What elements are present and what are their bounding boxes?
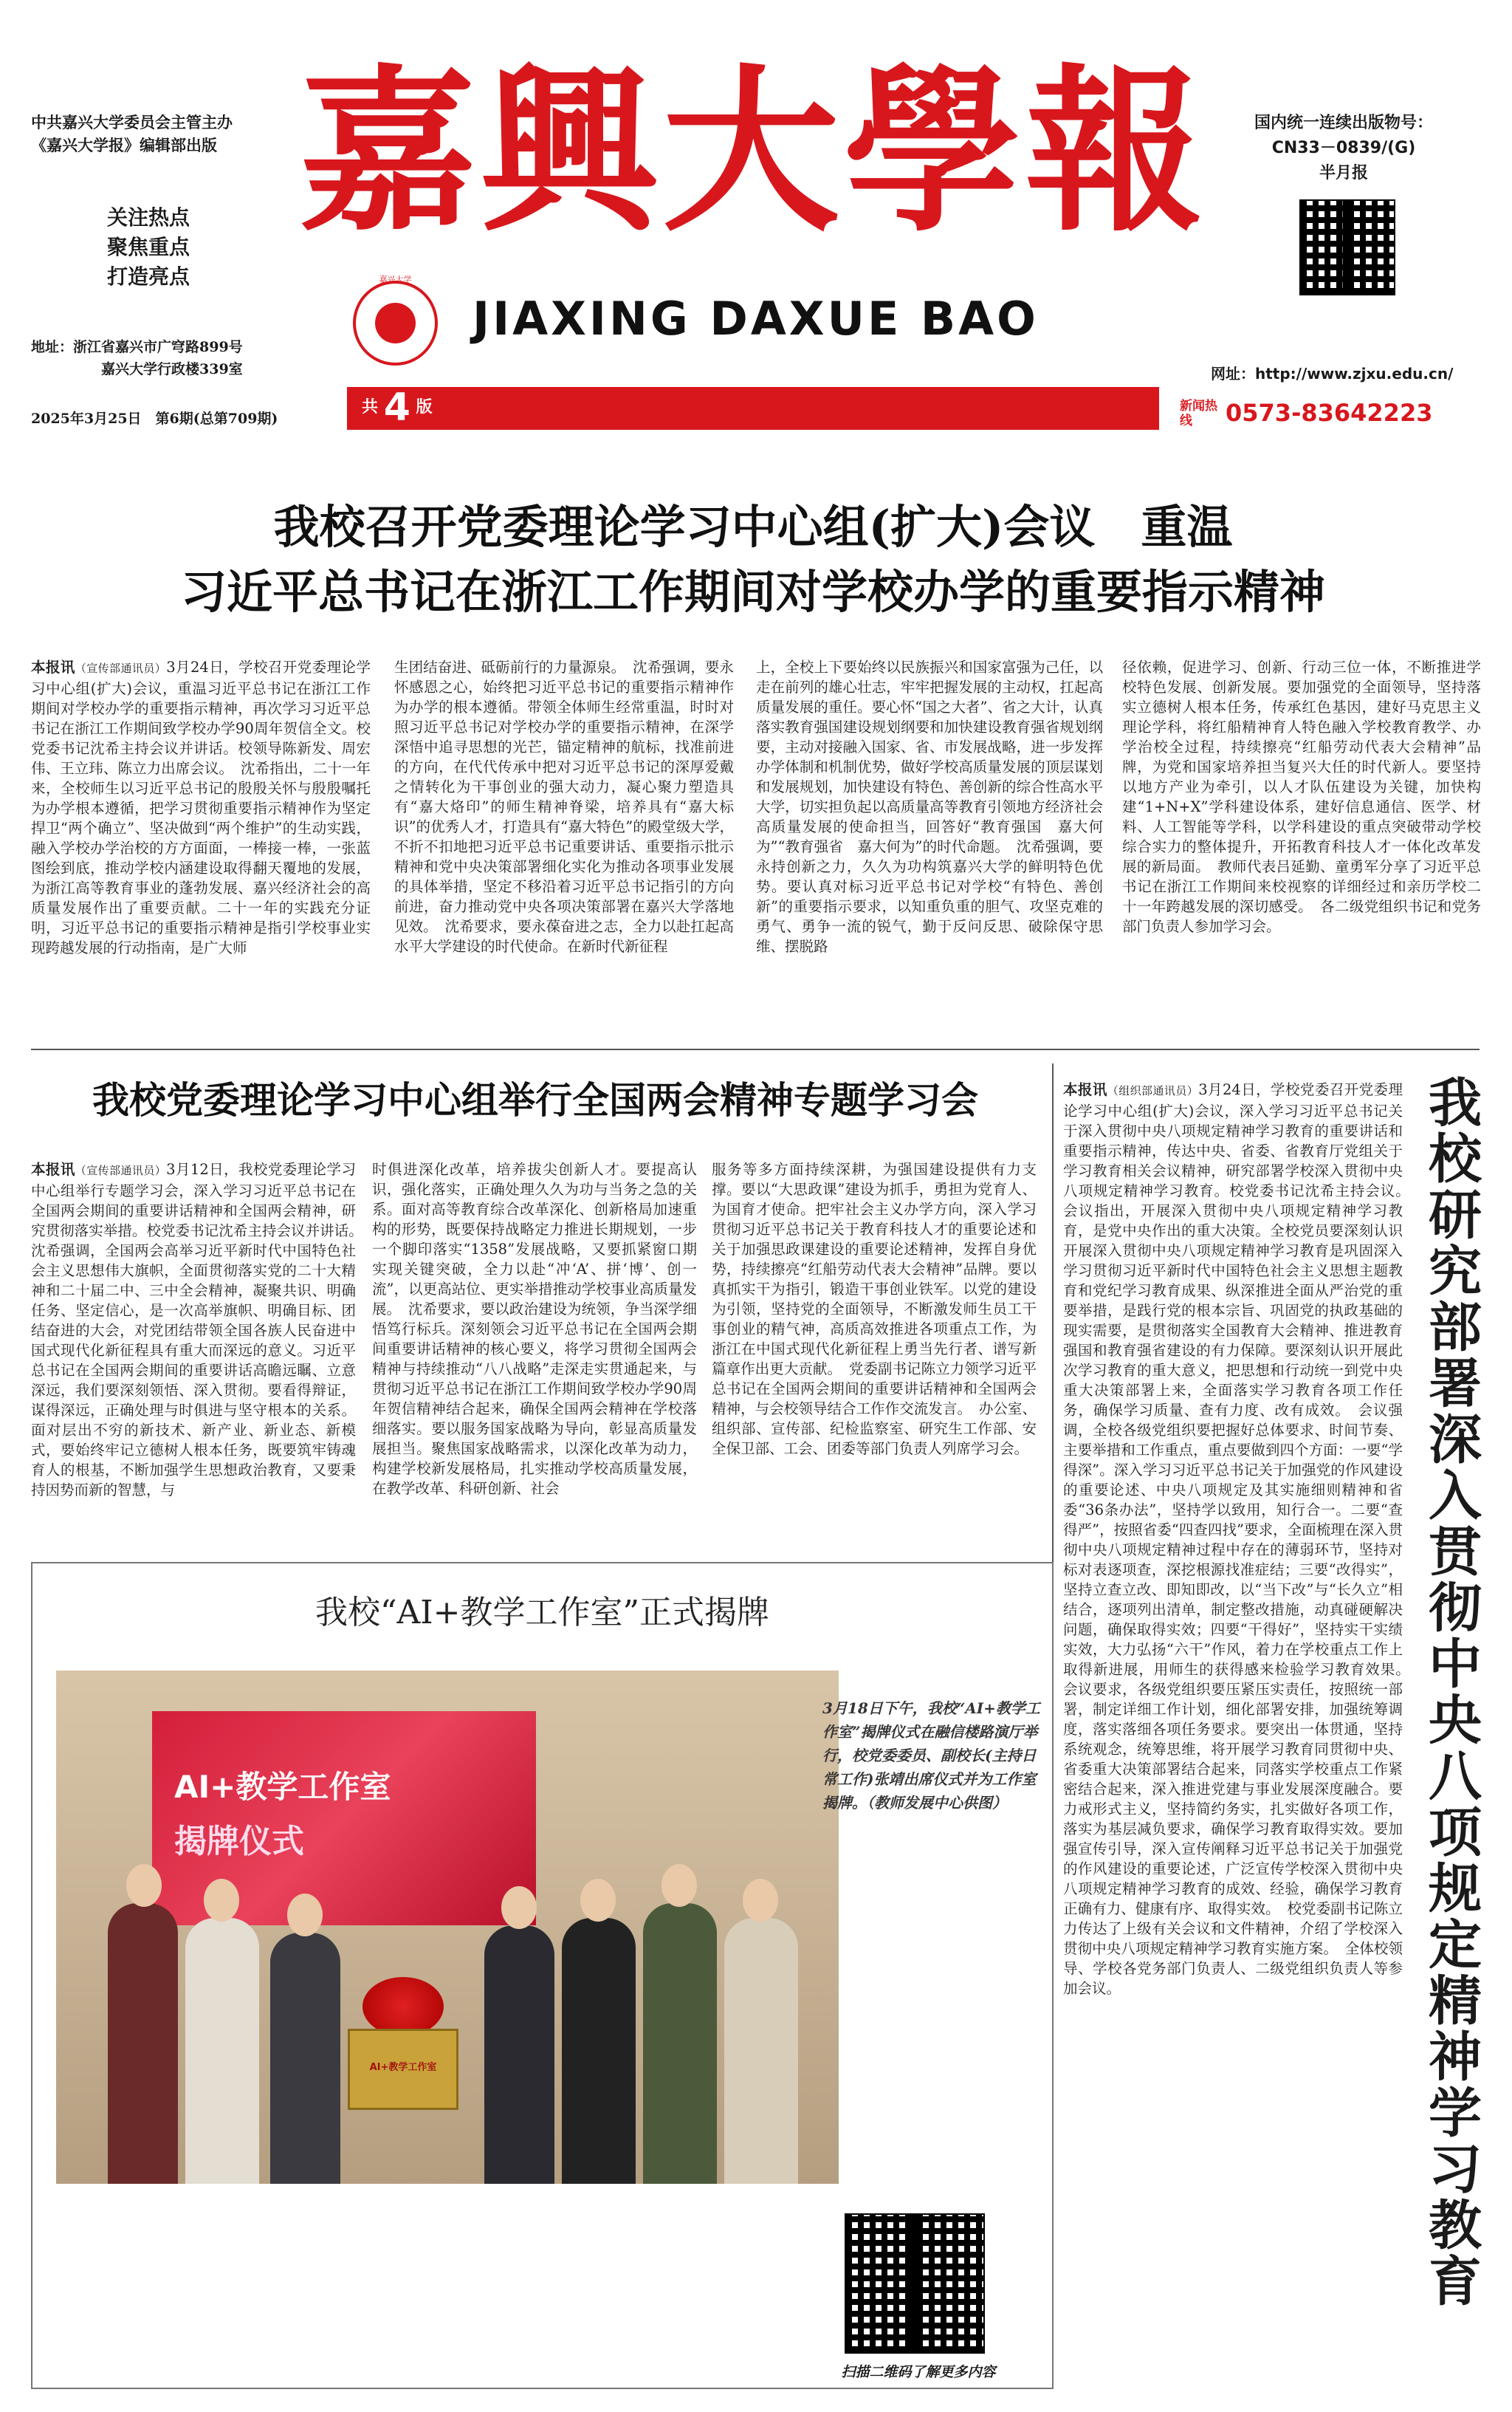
person-head — [743, 1879, 778, 1922]
university-logo — [353, 275, 438, 366]
newspaper-title: 嘉興大學報 — [298, 47, 1207, 256]
article-lead: 本报讯 — [31, 1161, 75, 1178]
screen-title: AI+教学工作室 — [174, 1769, 391, 1805]
person-figure — [484, 1925, 554, 2184]
article-byline: （宣传部通讯员） — [75, 1164, 167, 1177]
red-ribbon-icon — [362, 1977, 444, 2036]
article-1-column-1 — [31, 657, 371, 1041]
article-1-column-2: 生团结奋进、砥砺前行的力量源泉。 沈希强调，要永怀感恩之心，始终把习近平总书记的重要指示精神作为办学的根本遵循。带领全体师生经常重温，时时对照习近平总书记对学校办学的重要指示精神，在深学深悟中追寻思想的光芒，锚定精神的航标，找准前进的方向，在代代传承中把对习近平总书记的深厚爱戴之情转化为干事创业的强大动力，凝心聚力塑造具有“嘉大烙印”的师生精神脊梁，培养具有“嘉大标识”的优秀人才，打造具有“嘉大特色”的殿堂级大学，不折不扣地把习近平总书记重要讲话、重要指示批示精神和党中央决策部署细化实化为推动各项事业发展的具体举措，坚定不移沿着习近平总书记指引的方向前进，奋力推动党中央各项决策部署在嘉兴大学落地见效。 沈希要求，要永葆奋进之志，全力以赴扛起高水平大学建设的时代使命。在新时代新征程 — [394, 659, 734, 955]
page-count-suffix: 版 — [416, 398, 433, 417]
photo-caption: 3月18日下午，我校“AI+教学工作室”揭牌仪式在融信楼路演厅举行，校党委委员、副校长(主持日常工作)张靖出席仪式并为工作室揭牌。（教师发展中心供图） — [822, 1699, 1040, 1812]
screen-subtitle: 揭牌仪式 — [174, 1823, 304, 1860]
tagline-item: 关注热点 — [107, 205, 190, 230]
article-1-headline — [44, 495, 1462, 625]
headline-line-2: 习近平总书记在浙江工作期间对学校办学的重要指示精神 — [180, 565, 1325, 619]
article-1-column-4: 径依赖，促进学习、创新、行动三位一体，不断推进学校特色发展、创新发展。要加强党的全面领导，坚持落实立德树人根本任务，传承红色基因，建好马克思主义理论学科，将红船精神育人特色融入学校教育教学、办学治校全过程，持续擦亮“红船劳动代表大会精神”品牌，为党和国家培养担当复兴大任的时代新人。要坚持以地方产业为牵引，以人才队伍建设为关键，加快构建“1+N+X”学科建设体系，建好信息通信、医学、材料、人工智能等学科，以学科建设的重点突破带动学校综合实力的整体提升，开拓教育科技人才一体化改革发展的新局面。 教师代表吕延勤、童勇军分享了习近平总书记在浙江工作期间来校视察的详细经过和亲历学校二十一年跨越发展的深切感受。 各二级党组织书记和党务部门负责人参加学习会。 — [1122, 659, 1481, 935]
website[interactable]: 网址：http://www.zjxu.edu.cn/ — [1211, 365, 1454, 383]
person-figure — [643, 1903, 717, 2184]
issue-date: 2025年3月25日 第6期(总第709期) — [31, 411, 278, 427]
event-photo — [56, 1671, 839, 2184]
publication-info — [1196, 111, 1491, 186]
article-lead: 本报讯 — [1063, 1081, 1107, 1098]
person-figure — [108, 1903, 178, 2184]
publisher-line-2: 《嘉兴大学报》编辑部出版 — [31, 136, 217, 154]
qr-code-icon[interactable] — [845, 2213, 985, 2354]
photo-news-box — [31, 1562, 1054, 2389]
article-text: 3月24日，学校召开党委理论学习中心组(扩大)会议，重温习近平总书记在浙江工作期间对学校办学的重要指示精神，再次学习习近平总书记在浙江工作期间致学校办学90周年贺信全文。校党委书记沈希主持会议并讲话。校领导陈新发、周宏伟、王立玮、陈立力出席会议。 沈希指出，二十一年来，全校师生以习近平总书记的殷殷关怀与殷殷嘱托为办学根本遵循，把学习贯彻重要指示精神作为坚定捍卫“两个确立”、坚决做到“两个维护”的生动实践，融入学校办学治校的方方面面，一棒接一棒，一张蓝图绘到底，推动学校内涵建设取得翻天覆地的发展，为浙江高等教育事业的蓬勃发展、嘉兴经济社会的高质量发展作出了重要贡献。二十一年的实践充分证明，习近平总书记的重要指示精神是指引学校事业实现跨越发展的行动指南，是广大师 — [31, 659, 371, 956]
page-count — [362, 386, 433, 430]
qr-code-icon[interactable] — [1299, 199, 1395, 295]
section-divider — [31, 1049, 1480, 1050]
person-figure — [562, 1918, 636, 2184]
article-2-column-2: 时俱进深化改革，培养拔尖创新人才。要提高认识，强化落实，正确处理久久为功与当务之急的关系。面对高等教育综合改革深化、创新格局加速重构的形势，既要保持战略定力推进长期规划，一步一个脚印落实“1358”发展战略，又要抓紧窗口期实现关键突破，全力以赴“冲‘A’、拼‘博’、创一流”，以更高站位、更实举措推动学校事业高质量发展。 沈希要求，要以政治建设为统领，争当深学细悟笃行标兵。深刻领会习近平总书记在全国两会期间重要讲话精神的核心要义，将学习贯彻全国两会精神与持续推动“八八战略”走深走实贯通起来，与贯彻习近平总书记在浙江工作期间致学校办学90周年贺信精神结合起来，确保全国两会精神在学校落细落实。要以服务国家战略为导向，彰显高质量发展担当。聚焦国家战略需求，以深化改革为动力，构建学校新发展格局，扎实推动学校高质量发展，在教学改革、科研创新、社会 — [372, 1161, 697, 1497]
hotline-number[interactable]: 0573-83642223 — [1226, 399, 1433, 427]
person-head — [126, 1864, 162, 1907]
article-text: 3月24日，学校党委召开党委理论学习中心组(扩大)会议，深入学习习近平总书记关于深入贯彻中央八项规定精神学习教育的重要讲话和重要指示精神，传达中央、省委、省教育厅党组关于学习教育相关会议精神，研究部署学校深入贯彻中央八项规定精神学习教育。校党委书记沈希主持会议。 会议指出，开展深入贯彻中央八项规定精神学习教育，是党中央作出的重大决策。全校党员要深刻认识开展深入贯彻中央八项规定精神学习教育是巩固深入学习贯彻习近平新时代中国特色社会主义思想主题教育和党纪学习教育成果、纵深推进全面从严治党的重要举措，是践行党的根本宗旨、巩固党的执政基础的现实需要，是贯彻落实全国教育大会精神、推进教育强国和教育强省建设的有力保障。要深刻认识开展此次学习教育的重大意义，把思想和行动统一到党中央重大决策部署上来，全面落实学习教育各项工作任务，确保学习质量、查有力度、改有成效。 会议强调，全校各级党组织要把握好总体要求、时间节奏、主要举措和工作重点，重点要做到四个方面：一要“学得深”。深入学习习近平总书记关于加强党的作风建设的重要论述、中央八项规定及其实施细则精神和省委“36条办法”，坚持学以致用，知行合一。二要“查得严”，按照省委“四查四找”要求，全面梳理在深入贯彻中央八项规定精神过程中存在的薄弱环节，坚持对标对表逐项查，深挖根源找准症结；三要“改得实”，坚持立查立改、即知即改，以“当下改”与“长久立”相结合，逐项列出清单，制定整改措施，动真碰硬解决问题，确保取得实效；四要“干得好”，坚持实干实绩实效，大力弘扬“六干”作风，着力在学校重点工作上取得新进展，用师生的获得感来检验学习教育效果。 会议要求，各级党组织要压紧压实责任，按照统一部署，制定详细工作计划，细化部署安排，加强统筹调度，落实落细各项任务要求。要突出一体贯通，坚持系统观念，统筹思维，将开展学习教育同贯彻中央、省委重大决策部署结合起来，同落实学校重点工作紧密结合起来，深入推进党建与事业发展深度融合。要力戒形式主义，坚持简约务实，扎实做好各项工作，落实为基层减负要求，确保学习教育取得实效。要加强宣传引导，深入宣传阐释习近平总书记关于加强党的作风建设的重要论述，广泛宣传学校深入贯彻中央八项规定精神学习教育的成效、经验，确保学习教育正确有力、健康有序、取得实效。 校党委副书记陈立力传达了上级有关会议和文件精神，介绍了学校深入贯彻中央八项规定精神学习教育实施方案。 全体校领导、学校各党务部门负责人、二级党组织负责人等参加会议。 — [1063, 1081, 1418, 1997]
address — [31, 336, 243, 380]
publisher-info — [31, 111, 312, 157]
article-byline: （宣传部通讯员） — [75, 662, 167, 675]
article-3-body — [1063, 1080, 1418, 2387]
publisher-line-1: 中共嘉兴大学委员会主管主办 — [31, 113, 233, 131]
page-count-label: 共 — [362, 398, 379, 417]
article-text: 3月12日，我校党委理论学习中心组举行专题学习会，深入学习习近平总书记在全国两会期间的重要讲话精神和全国两会精神，研究贯彻落实举措。校党委书记沈希主持会议并讲话。 沈希强调，全国两会高举习近平新时代中国特色社会主义思想伟大旗帜，全面贯彻落实党的二十大精神和二十届二中、三中全会精神，凝聚共识、明确任务、坚定信心，是一次高举旗帜、明确目标、团结奋进的大会，对党团结带领全国各族人民奋进中国式现代化新征程具有重大而深远的意义。习近平总书记在全国两会期间的重要讲话高瞻远瞩、立意深远，我们要深刻领悟、深入贯彻。要看得辩证，谋得深远，正确处理与时俱进与坚守根本的关系。面对层出不穷的新技术、新产业、新业态、新模式，要始终牢记立德树人根本任务，既要筑牢铸魂育人的根基，不断加强学生思想政治教育，又要秉持因势而新的智慧，与 — [31, 1161, 371, 1498]
article-2-column-3: 服务等多方面持续深耕，为强国建设提供有力支撑。要以“大思政课”建设为抓手，勇担为党育人、为国育才使命。把牢社会主义办学方向，深入学习贯彻习近平总书记关于教育科技人才的重要论述和关于加强思政课建设的重要论述精神，发挥自身优势，持续擦亮“红船劳动代表大会精神”品牌。要以真抓实干为指引，锻造干事创业铁军。以党的建设为引领，坚持党的全面领导，不断激发师生员工干事创业的精气神，高质高效推进各项重点工作，为浙江在中国式现代化新征程上勇当先行者、谱写新篇章作出更大贡献。 党委副书记陈立力领学习近平总书记在全国两会期间的重要讲话精神和全国两会精神，与会校领导结合工作作交流发言。 办公室、组织部、宣传部、纪检监察室、研究生工作部、安全保卫部、工会、团委等部门负责人列席学习会。 — [712, 1161, 1037, 1457]
tagline — [107, 203, 190, 292]
page-count-bar — [347, 387, 1159, 430]
article-1-column-3: 上，全校上下要始终以民族振兴和国家富强为己任，以走在前列的雄心壮志，牢牢把握发展的主动权，扛起高质量发展的重任。要心怀“国之大者”、省之大计，认真落实教育强国建设规划纲要和加快建设教育强省规划纲要，主动对接融入国家、省、市发展战略，进一步发挥办学体制和机制优势，做好学校高质量发展的顶层谋划和发展规划，加快建设有特色、善创新的综合性高水平大学，切实担负起以高质量高等教育引领地方经济社会高质量发展的使命担当，回答好“教育强国 嘉大何为”“教育强省 嘉大何为”的时代命题。 沈希强调，要永持创新之力，久久为功构筑嘉兴大学的鲜明特色优势。要认真对标习近平总书记对学校“有特色、善创新”的重要指示要求，以知重负重的胆气、攻坚克难的勇气、勇争一流的锐气，勤于反问反思、破除保守思维、摆脱路 — [756, 659, 1103, 955]
person-head — [204, 1879, 239, 1922]
issn: CN33－0839/(G) — [1271, 139, 1416, 157]
newspaper-pinyin: JIAXING DAXUE BAO — [472, 292, 1039, 346]
qr-caption: 扫描二维码了解更多内容 — [841, 2364, 996, 2380]
headline-line-1: 我校召开党委理论学习中心组(扩大)会议 重温 — [273, 500, 1233, 554]
hotline-label: 新闻热线 — [1180, 399, 1217, 428]
person-figure — [270, 1933, 340, 2184]
article-byline: （组织部通讯员） — [1107, 1084, 1199, 1097]
issn-label: 国内统一连续出版物号： — [1254, 114, 1433, 132]
person-figure — [185, 1918, 259, 2184]
article-2-column-1 — [31, 1159, 371, 1536]
plaque-text: AI+教学工作室 — [369, 2062, 437, 2073]
person-head — [662, 1864, 697, 1907]
address-line-1: 地址：浙江省嘉兴市广穹路899号 — [31, 339, 243, 355]
logo-emblem-icon — [375, 303, 416, 343]
tagline-item: 打造亮点 — [107, 264, 190, 289]
address-line-2: 嘉兴大学行政楼339室 — [101, 361, 243, 377]
article-3-headline: 我校研究部署深入贯彻中央八项规定精神学习教育 — [1420, 1075, 1482, 2309]
person-head — [287, 1894, 323, 1936]
person-head — [580, 1879, 616, 1922]
tagline-item: 聚焦重点 — [107, 235, 190, 259]
frequency: 半月报 — [1319, 164, 1368, 182]
logo-text: 嘉兴大学 — [379, 275, 412, 284]
studio-plaque — [348, 2029, 458, 2110]
person-head — [501, 1886, 537, 1929]
person-figure — [724, 1918, 798, 2184]
article-2-headline: 我校党委理论学习中心组举行全国两会精神专题学习会 — [92, 1078, 978, 1122]
page-count-number: 4 — [383, 386, 410, 430]
photo-news-title: 我校“AI+教学工作室”正式揭牌 — [315, 1594, 769, 1631]
article-lead: 本报讯 — [31, 659, 75, 676]
